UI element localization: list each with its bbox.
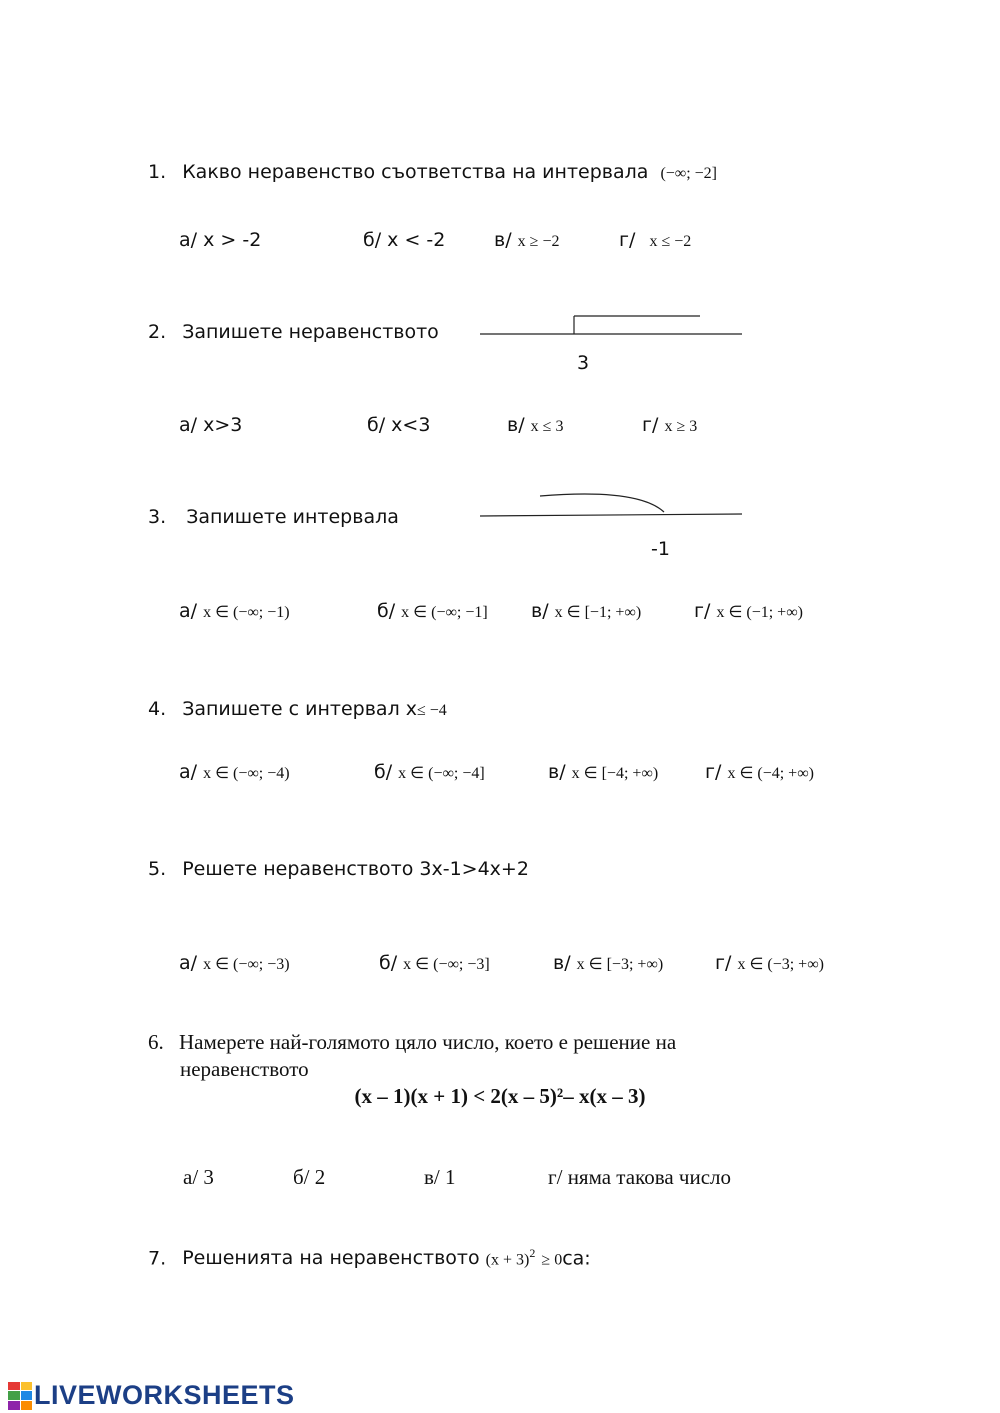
- question-text-after: са:: [562, 1247, 591, 1270]
- question-math: (−∞; −2]: [660, 165, 718, 182]
- q5-option-a[interactable]: а/ x ∈ (−∞; −3): [179, 952, 290, 974]
- question-text: Запишете интервала: [186, 506, 399, 528]
- question-6: [148, 1030, 676, 1055]
- question-math-after: ≥ 0: [541, 1251, 563, 1269]
- question-number: 2.: [148, 321, 167, 343]
- q4-option-d[interactable]: г/ x ∈ (−4; +∞): [705, 761, 814, 783]
- q1-option-b[interactable]: б/ x < -2: [363, 229, 446, 251]
- q4-option-a[interactable]: а/ x ∈ (−∞; −4): [179, 761, 290, 783]
- liveworksheets-logo-icon: [8, 1382, 32, 1410]
- question-number: 4.: [148, 698, 167, 720]
- q1-option-d[interactable]: г/ x ≤ −2: [619, 229, 692, 251]
- question-3: [148, 506, 399, 528]
- question-5: [148, 858, 529, 880]
- axis-label-q2: 3: [577, 352, 590, 374]
- question-text: Решенията на неравенството: [182, 1247, 480, 1270]
- q2-option-d[interactable]: г/ x ≥ 3: [642, 414, 698, 436]
- q6-option-b[interactable]: б/ 2: [293, 1165, 326, 1189]
- q2-option-c[interactable]: в/ x ≤ 3: [507, 414, 564, 436]
- q2-option-a[interactable]: а/ x>3: [179, 414, 243, 436]
- question-1: [148, 161, 717, 183]
- question-7: [148, 1246, 591, 1269]
- q6-option-a[interactable]: а/ 3: [183, 1165, 214, 1189]
- question-number: 6.: [148, 1030, 164, 1054]
- question-text: Решете неравенството 3x-1>4x+2: [182, 858, 529, 880]
- question-math: ≤ −4: [417, 702, 447, 719]
- q2-option-b[interactable]: б/ x<3: [367, 414, 431, 436]
- number-line-q2: [478, 312, 746, 342]
- arc-open-end: [540, 494, 664, 512]
- q5-option-c[interactable]: в/ x ∈ [−3; +∞): [553, 952, 664, 974]
- inequality-equation: (x – 1)(x + 1) < 2(x – 5)²– x(x – 3): [354, 1084, 646, 1108]
- axis-line: [480, 514, 742, 516]
- question-2: [148, 321, 439, 343]
- question-text-line2: неравенството: [180, 1057, 309, 1081]
- question-number: 7.: [148, 1247, 167, 1270]
- question-number: 3.: [148, 506, 167, 528]
- q3-option-a[interactable]: а/ x ∈ (−∞; −1): [179, 600, 290, 622]
- exponent: 2: [529, 1246, 536, 1260]
- q4-option-c[interactable]: в/ x ∈ [−4; +∞): [548, 761, 659, 783]
- q3-option-c[interactable]: в/ x ∈ [−1; +∞): [531, 600, 642, 622]
- question-text: Запишете с интервал x: [182, 698, 417, 720]
- question-number: 5.: [148, 858, 167, 880]
- question-text: Какво неравенство съответства на интервала: [182, 161, 649, 183]
- q3-option-d[interactable]: г/ x ∈ (−1; +∞): [694, 600, 803, 622]
- q1-option-c[interactable]: в/ x ≥ −2: [494, 229, 560, 251]
- brand-name: LIVEWORKSHEETS: [34, 1380, 295, 1410]
- question-math: (x + 3): [485, 1251, 530, 1269]
- question-text-line1: Намерете най-голямото цяло число, което е решение на: [179, 1030, 677, 1054]
- q5-option-b[interactable]: б/ x ∈ (−∞; −3]: [379, 952, 490, 974]
- number-line-q3: [478, 488, 746, 522]
- question-text: Запишете неравенството: [182, 321, 439, 343]
- q1-option-a[interactable]: а/ x > -2: [179, 229, 262, 251]
- q5-option-d[interactable]: г/ x ∈ (−3; +∞): [715, 952, 824, 974]
- liveworksheets-logo[interactable]: [8, 1380, 295, 1411]
- question-4: [148, 698, 447, 720]
- question-number: 1.: [148, 161, 167, 183]
- q4-option-b[interactable]: б/ x ∈ (−∞; −4]: [374, 761, 485, 783]
- q3-option-b[interactable]: б/ x ∈ (−∞; −1]: [377, 600, 488, 622]
- q6-option-c[interactable]: в/ 1: [424, 1165, 456, 1189]
- q6-option-d[interactable]: г/ няма такова число: [548, 1165, 732, 1189]
- axis-label-q3: -1: [651, 538, 670, 560]
